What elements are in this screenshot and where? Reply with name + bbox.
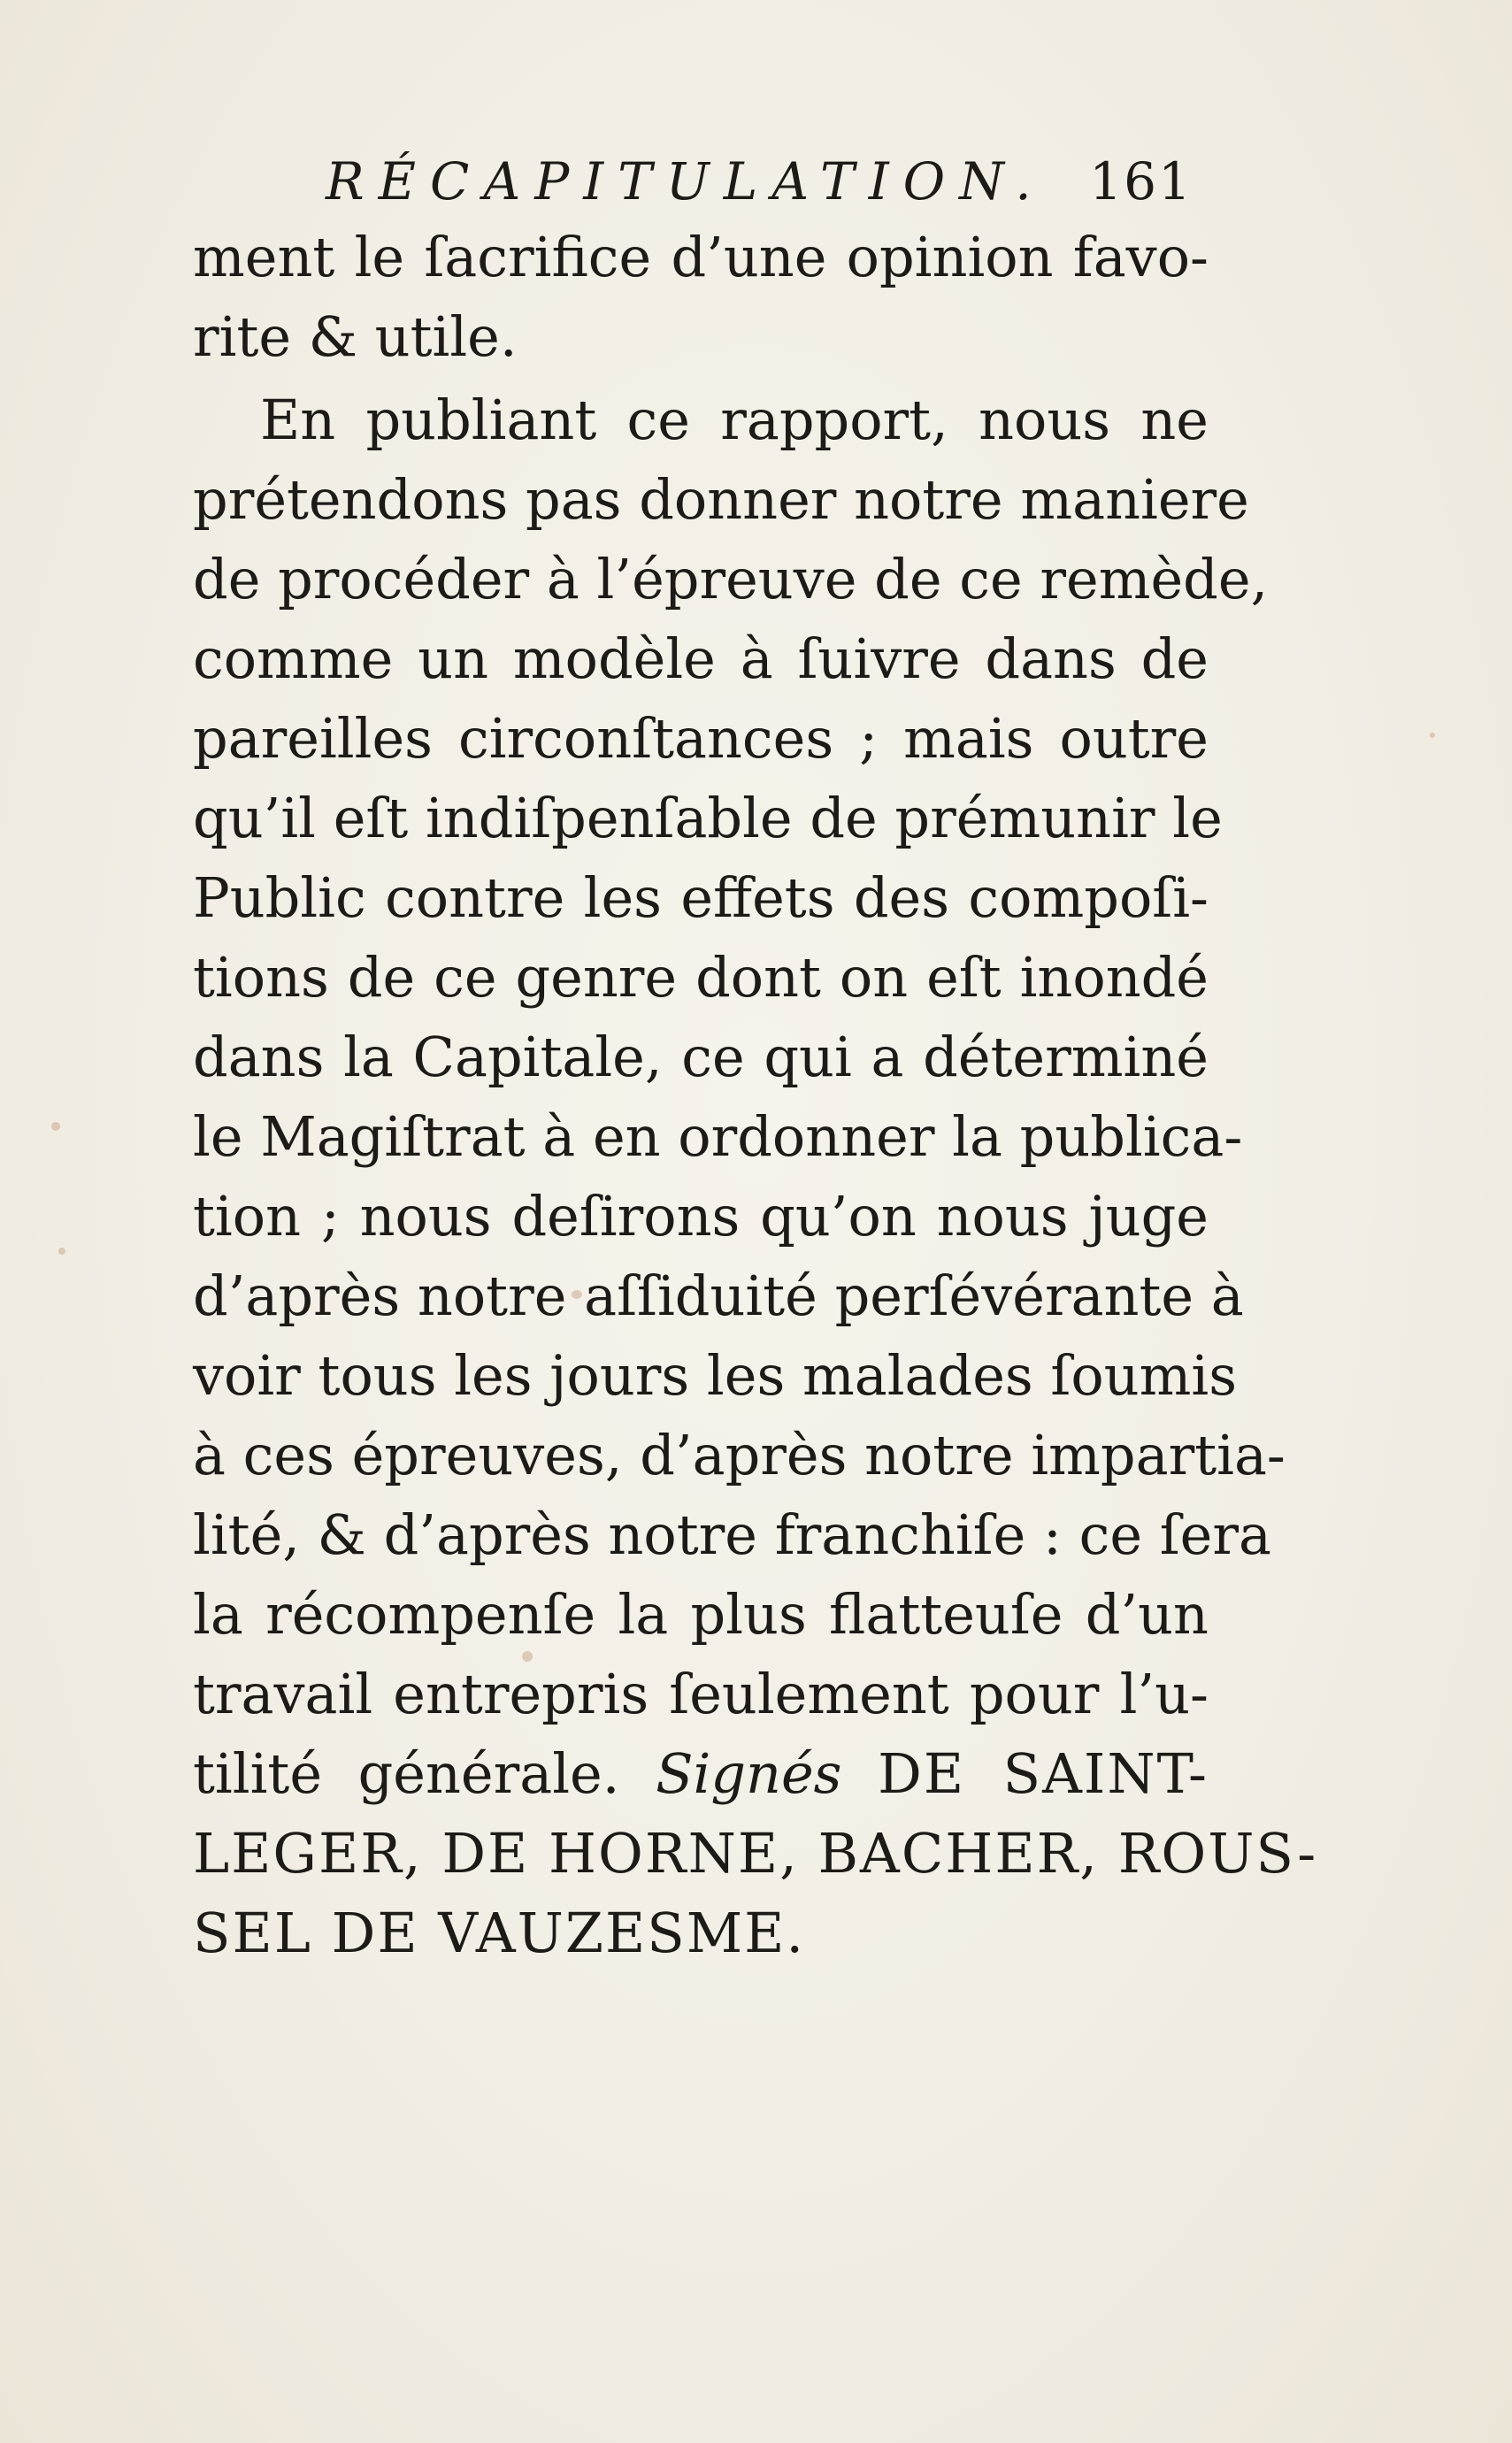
text-line: la récompenſe la plus flatteuſe d’un — [193, 1582, 1209, 1647]
body-text — [193, 218, 1318, 1973]
text-line: à ces épreuves, d’après notre impartia- — [193, 1423, 1286, 1487]
signature-name: DE SAINT- — [878, 1741, 1209, 1806]
signature-line: SEL DE VAUZESME. — [193, 1901, 806, 1965]
signature-line: LEGER, DE HORNE, BACHER, ROUS- — [193, 1821, 1318, 1886]
paragraph-start-line: En publiant ce rapport, nous ne — [260, 388, 1209, 452]
text-line: Public contre les effets des compoſi- — [193, 865, 1209, 930]
text-line: dans la Capitale, ce qui a déterminé — [193, 1025, 1209, 1089]
text-line: pareilles circonſtances ; mais outre — [193, 706, 1209, 771]
paper-speck — [51, 1122, 60, 1131]
paper-speck — [58, 1248, 65, 1255]
text-line: comme un modèle à ſuivre dans de — [193, 626, 1209, 691]
text-line: qu’il eſt indiſpenſable de prémunir le — [193, 786, 1223, 850]
text-line: voir tous les jours les malades ſoumis — [193, 1343, 1238, 1408]
text-line: travail entrepris ſeulement pour l’u- — [193, 1662, 1209, 1726]
text-line: ment le ſacrifice d’une opinion favo- — [193, 225, 1209, 289]
running-head: RÉCAPITULATION. — [326, 151, 1046, 211]
paper-speck — [1430, 733, 1435, 738]
text-line: tion ; nous deſirons qu’on nous juge — [193, 1184, 1209, 1248]
text-line: tions de ce genre dont on eſt inondé — [193, 945, 1209, 1010]
signature-intro-line — [193, 1734, 1209, 1814]
text-line: lité, & d’après notre franchiſe : ce ſera — [193, 1502, 1271, 1567]
text-line: de procéder à l’épreuve de ce remède, — [193, 547, 1269, 611]
text-line: le Magiſtrat à en ordonner la publica- — [193, 1104, 1243, 1169]
text-line: d’après notre aſſiduité perſévérante à — [193, 1264, 1244, 1328]
text-line: rite & utile. — [193, 304, 518, 369]
page-header — [326, 150, 1193, 212]
text-fragment: tilité générale. — [193, 1741, 620, 1806]
signes-word: Signés — [656, 1741, 842, 1806]
page-number: 161 — [1089, 151, 1193, 211]
text-line: prétendons pas donner notre maniere — [193, 467, 1249, 532]
